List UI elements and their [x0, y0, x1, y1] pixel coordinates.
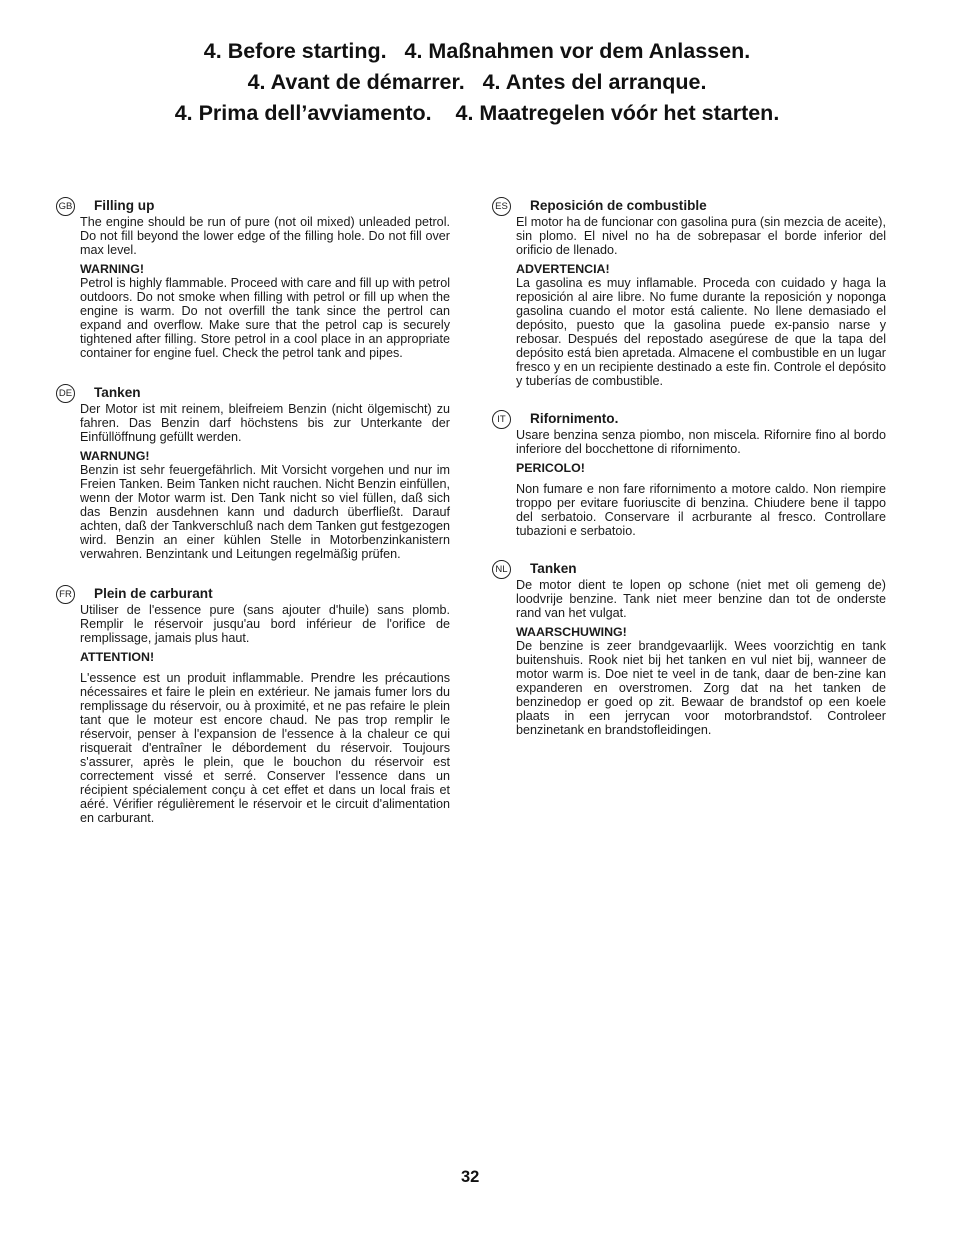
section-intro: Der Motor ist mit reinem, bleifreiem Benzin (nicht ölgemischt) zu fahren. Das Benzin darf höchstens bis zur Unterkante der Einfüllöffnung gefüllt werden. — [80, 402, 450, 444]
right-column — [495, 197, 886, 737]
section-it — [497, 410, 886, 538]
section-title: Filling up — [94, 198, 155, 213]
section-title: Reposición de combustible — [530, 198, 707, 213]
section-title: Rifornimento. — [530, 411, 619, 426]
page-header — [0, 36, 954, 129]
warning-text: L'essence est un produit inflammable. Prendre les précautions nécessaires et faire le plein en extérieur. Ne jamais fumer lors du remplissage du réservoir, ou à proximité, et ne pas refaire le plein tant que le moteur est encore chaud. Ne pas trop remplir le réservoir, penser à l'expansion de l'essence à la chaleur ce qui risquerait d'entraîner le débordement du réservoir. Toujours s'assurer, après le plein, que le bouchon du réservoir est correctement vissé et serré. Conserver l'essence dans un récipient spécialement conçu à cet effet et dans un local frais et aéré. Vérifier régulièrement le réservoir et le circuit d'alimentation en carburant. — [80, 671, 450, 825]
page-number: 32 — [461, 1168, 480, 1186]
warning-label: PERICOLO! — [516, 461, 585, 475]
header-line-3: 4. Prima dell’avviamento. 4. Maatregelen vóór het starten. — [174, 101, 780, 125]
section-de — [58, 384, 450, 561]
section-intro: De motor dient te lopen op schone (niet met oli gemeng de) loodvrije benzine. Tank niet meer benzine dan tot de onderste rand van het vulgat. — [516, 578, 886, 620]
left-column — [58, 197, 450, 825]
section-title: Plein de carburant — [94, 586, 213, 601]
warning-text: Non fumare e non fare rifornimento a motore caldo. Non riempire troppo per evitare fuoriuscite di benzina. Chiudere bene il tappo del serbatoio. Conservare il acrburante al fresco. Controllare tubazioni e serbatoio. — [516, 482, 886, 538]
warning-text: Petrol is highly flammable. Proceed with care and fill up with petrol outdoors. Do not smoke when filling with petrol or fill up when the engine is warm. Do not overfill the tank since the pertrol can expand and overflow. Make sure that the petrol cap is securely tightened after filling. Store petrol in a cool place in an appropriate container for engine fuel. Check the petrol tank and pipes. — [80, 276, 450, 360]
warning-text: De benzine is zeer brandgevaarlijk. Wees voorzichtig en tank buitenshuis. Rook niet bij het tanken en vul niet bij, wanneer de motor warm is. Doe niet te veel in de tank, daar de ben-zine kan expanderen en overstromen. Zorg dat na het tanken de benzinedop er goed op zit. Bewaar de brandstof op een koele plaats in een jerrycan voor motorbrandstof. Controleer benzinetank en brandstofleidingen. — [516, 639, 886, 737]
section-gb — [58, 197, 450, 360]
warning-text: Benzin ist sehr feuergefährlich. Mit Vorsicht vorgehen und nur im Freien Tanken. Beim Tanken nicht rauchen. Nicht Benzin einfüllen, wenn der Motor warm ist. Den Tank nicht so viel füllen, daß sich das Benzin ausdehnen kann und dadurch überfließt. Darauf achten, daß der Tankverschluß nach dem Tanken gut festgezogen wird. Benzin an einer kühlen Stelle in Motorbenzinkanistern verwahren. Benzintank und Leitungen regelmäßig prüfen. — [80, 463, 450, 561]
language-badge-gb: GB — [56, 197, 75, 216]
warning-label: WARNING! — [80, 262, 145, 276]
section-intro: The engine should be run of pure (not oil mixed) unleaded petrol. Do not fill beyond the lower edge of the filling hole. Do not fill over max level. — [80, 215, 450, 257]
section-intro: Utiliser de l'essence pure (sans ajouter d'huile) sans plomb. Remplir le réservoir jusqu'au bord inférieur de l'orifice de remplissage, jamais plus haut. — [80, 603, 450, 645]
language-badge-de: DE — [56, 384, 75, 403]
language-badge-it: IT — [492, 410, 511, 429]
warning-text: La gasolina es muy inflamable. Proceda con cuidado y haga la reposición al aire libre. No fume durante la reposición y noponga gasolina cuando el motor está caliente. No llene demasiado el depósito, puesto que la gasolina puede ex-pansio narse y rebosar. Después del repostado asegúrese de que la tapa del depósito está bien apretada. Almacene el combustible en un lugar fresco y en un recipiente destinado a este fin. Controle el depósito y tuberías de combustible. — [516, 276, 886, 388]
section-fr — [59, 585, 450, 825]
language-badge-es: ES — [492, 197, 511, 216]
warning-label: ADVERTENCIA! — [516, 262, 610, 276]
section-es — [495, 197, 886, 388]
section-intro: El motor ha de funcionar con gasolina pura (sin mezcia de aceite), sin plomo. El nivel no ha de sobrepasar el borde inferior del orificio de llenado. — [516, 215, 886, 257]
section-intro: Usare benzina senza piombo, non miscela. Rifornire fino al bordo inferiore del bocchettone di rifornimento. — [516, 428, 886, 456]
header-line-1: 4. Before starting. 4. Maßnahmen vor dem Anlassen. — [203, 39, 751, 63]
warning-label: ATTENTION! — [80, 650, 155, 664]
language-badge-nl: NL — [492, 560, 511, 579]
section-title: Tanken — [94, 385, 141, 400]
warning-label: WAARSCHUWING! — [516, 625, 627, 639]
section-nl — [495, 560, 886, 737]
header-line-2: 4. Avant de démarrer. 4. Antes del arranque. — [247, 70, 707, 94]
section-title: Tanken — [530, 561, 577, 576]
warning-label: WARNUNG! — [80, 449, 150, 463]
language-badge-fr: FR — [56, 585, 75, 604]
